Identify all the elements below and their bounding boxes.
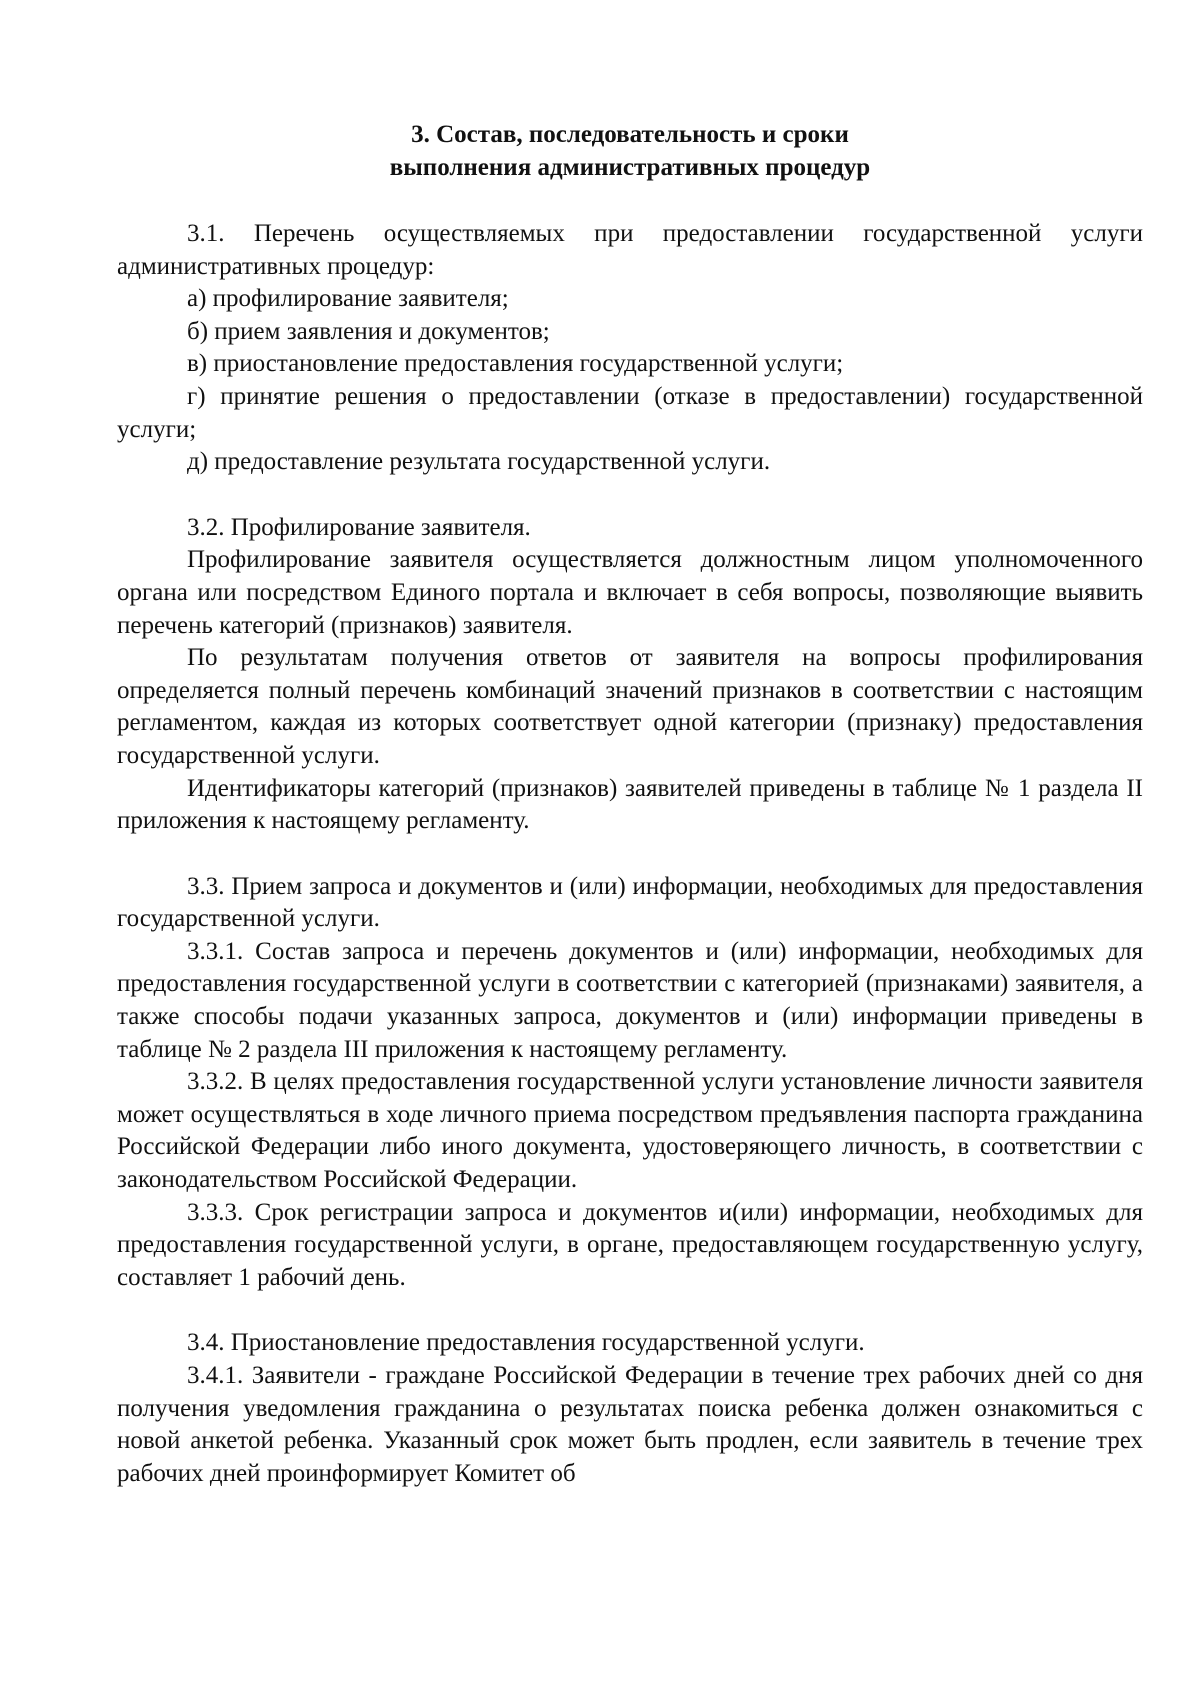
paragraph-3-2-b: По результатам получения ответов от заявителя на вопросы профилирования определяется полный перечень комбинаций значений признаков в соответствии с настоящим регламентом, каждая из которых соответствует одной категории (признаку) предоставления государственной услуги.	[117, 644, 1143, 769]
heading-line-2: выполнения административных процедур	[389, 154, 871, 181]
paragraph-3-2-title: 3.2. Профилирование заявителя.	[187, 513, 531, 541]
paragraph-3-4-title: 3.4. Приостановление предоставления государственной услуги.	[187, 1329, 865, 1357]
paragraph-3-2-a: Профилирование заявителя осуществляется должностным лицом уполномоченного органа или посредством Единого портала и включает в себя вопросы, позволяющие выявить перечень категорий (признаков) заявителя.	[117, 546, 1143, 639]
section-3-1	[117, 218, 1143, 479]
section-3-4	[117, 1327, 1143, 1490]
paragraph-3-1: 3.1. Перечень осуществляемых при предоставлении государственной услуги административных процедур:	[117, 220, 1143, 280]
section-heading	[117, 118, 1143, 184]
paragraph-3-2-c: Идентификаторы категорий (признаков) заявителей приведены в таблице № 1 раздела II приложения к настоящему регламенту.	[117, 774, 1143, 835]
spacer	[117, 838, 1143, 871]
list-item-v: в) приостановление предоставления государственной услуги;	[187, 350, 844, 378]
heading-line-1: 3. Состав, последовательность и сроки	[411, 121, 849, 148]
paragraph-3-3-3: 3.3.3. Срок регистрации запроса и документов и(или) информации, необходимых для предоставления государственной услуги, в органе, предоставляющем государственную услугу, составляет 1 рабочий день.	[117, 1198, 1143, 1291]
paragraph-3-3-title: 3.3. Прием запроса и документов и (или) информации, необходимых для предоставления государственной услуги.	[117, 872, 1143, 933]
spacer	[117, 1294, 1143, 1327]
list-item-b: б) прием заявления и документов;	[187, 317, 550, 345]
section-3-3	[117, 871, 1143, 1295]
list-item-g: г) принятие решения о предоставлении (отказе в предоставлении) государственной услуги;	[117, 382, 1143, 443]
paragraph-3-3-2: 3.3.2. В целях предоставления государственной услуги установление личности заявителя может осуществляться в ходе личного приема посредством предъявления паспорта гражданина Российской Федерации либо иного документа, удостоверяющего личность, в соответствии с законодательством Российской Федерации.	[117, 1068, 1143, 1194]
section-3-2	[117, 512, 1143, 838]
document-page	[117, 118, 1143, 1490]
list-item-a: а) профилирование заявителя;	[187, 285, 509, 313]
paragraph-3-3-1: 3.3.1. Состав запроса и перечень документов и (или) информации, необходимых для предоставления государственной услуги в соответствии с категорией (признаками) заявителя, а также способы подачи указанных запроса, документов и (или) информации приведены в таблице № 2 раздела III приложения к настоящему регламенту.	[117, 937, 1143, 1063]
paragraph-3-4-1: 3.4.1. Заявители - граждане Российской Федерации в течение трех рабочих дней со дня получения уведомления гражданина о результатах поиска ребенка должен ознакомиться с новой анкетой ребенка. Указанный срок может быть продлен, если заявитель в течение трех рабочих дней проинформирует Комитет об	[117, 1362, 1143, 1487]
list-item-d: д) предоставление результата государственной услуги.	[187, 448, 771, 476]
spacer	[117, 479, 1143, 512]
